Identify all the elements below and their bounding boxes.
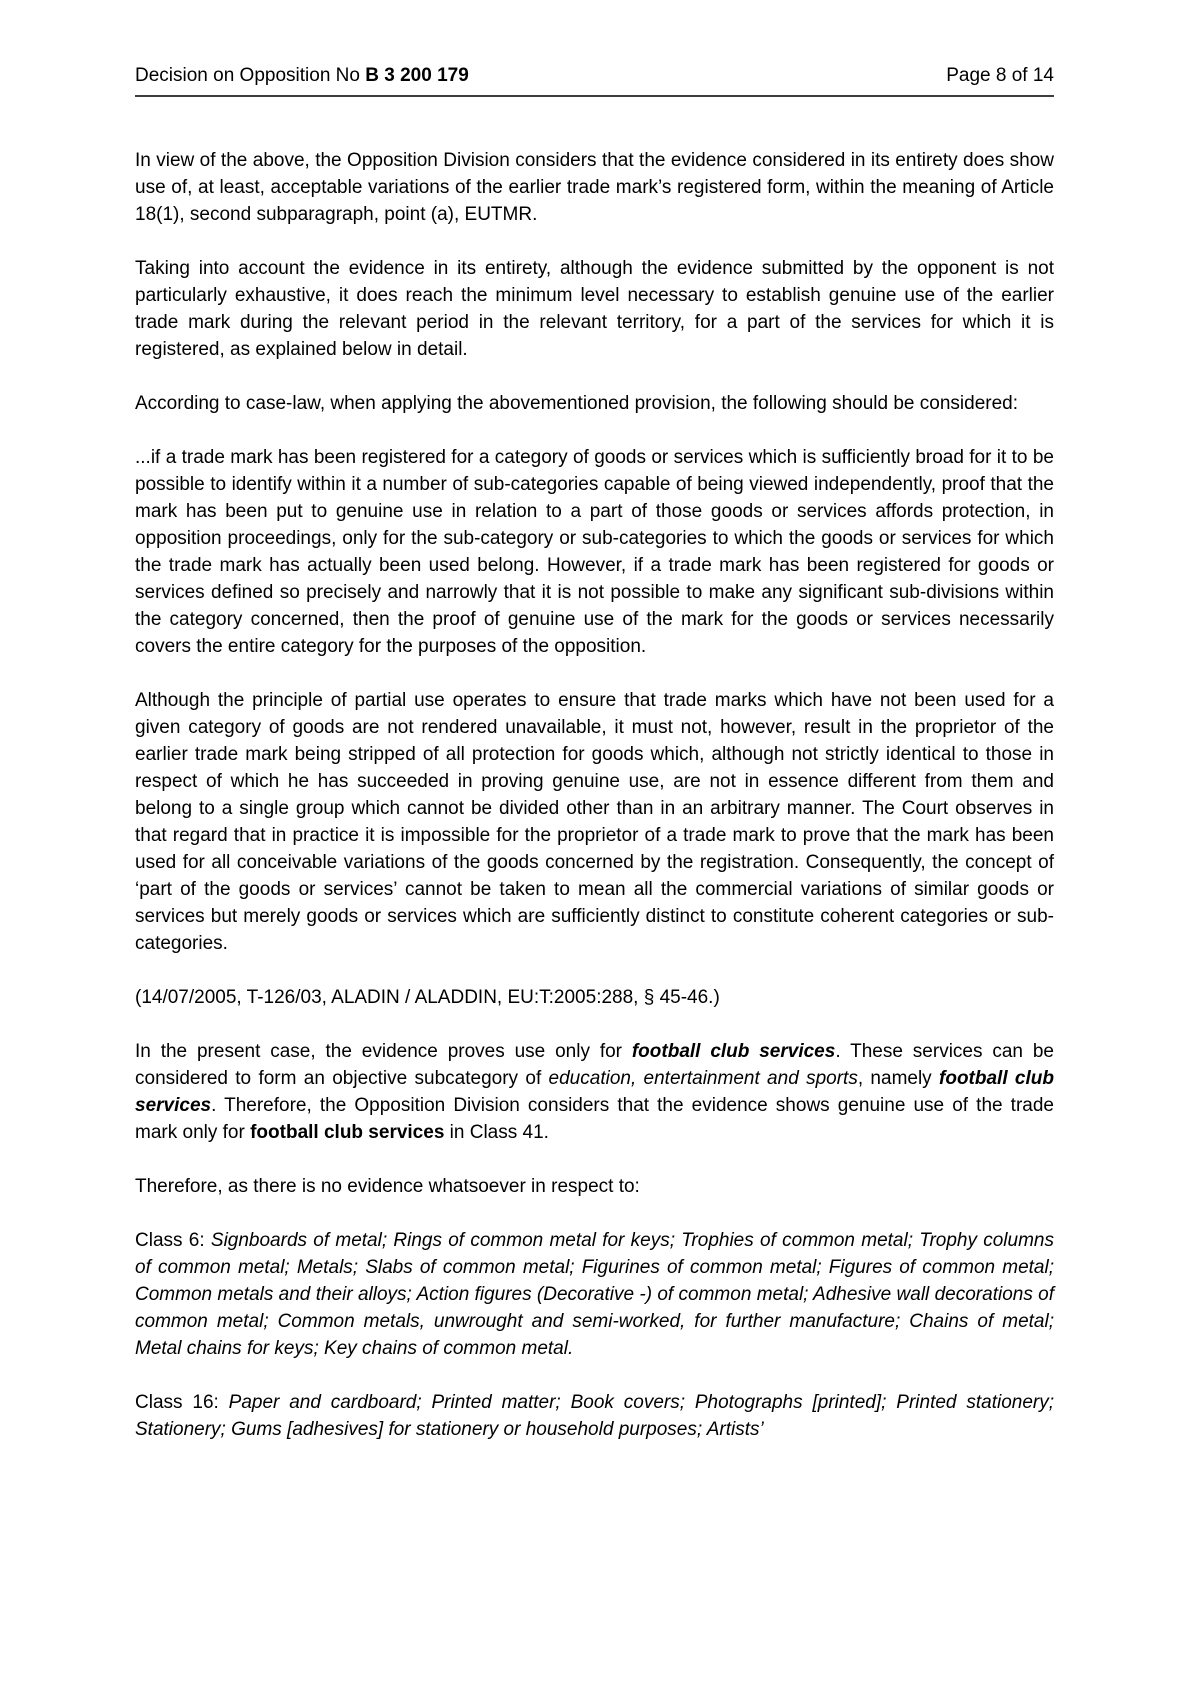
paragraph-evidence-variations: In view of the above, the Opposition Division considers that the evidence considered in its entirety does show use of, at least, acceptable variations of the earlier trade mark’s registered form, within the meaning of Article 18(1), second subparagraph, point (a), EUTMR. xyxy=(135,150,1054,225)
header-page-number: Page 8 of 14 xyxy=(946,65,1054,86)
paragraph-no-evidence-intro: Therefore, as there is no evidence whatsoever in respect to: xyxy=(135,1176,640,1197)
present-case-subcategory: education, entertainment and sports xyxy=(548,1068,858,1089)
class-16-label: Class 16: xyxy=(135,1392,229,1413)
paragraph-case-law-quote: ...if a trade mark has been registered for a category of goods or services which is sufficiently broad for it to be possible to identify within it a number of sub-categories capable of being viewed independently, proof that the mark has been put to genuine use in relation to a part of those goods or services affords protection, in opposition proceedings, only for the sub-category or sub-categories to which the goods or services for which the trade mark has actually been used belong. However, if a trade mark has been registered for goods or services defined so precisely and narrowly that it is not possible to make any significant sub-divisions within the category concerned, then the proof of genuine use of the mark for the goods or services necessarily covers the entire category for the purposes of the opposition. xyxy=(135,447,1054,657)
present-case-run: in Class 41. xyxy=(444,1122,549,1143)
citation-line: (14/07/2005, T-126/03, ALADIN / ALADDIN, EU:T:2005:288, § 45-46.) xyxy=(135,987,720,1008)
paragraph-case-law-intro: According to case-law, when applying the abovementioned provision, the following should be considered: xyxy=(135,393,1018,414)
paragraph-present-case xyxy=(135,1038,1054,1146)
present-case-emphasis-bold: football club services xyxy=(250,1122,445,1143)
header-title xyxy=(135,62,469,89)
class-6-goods-list: Signboards of metal; Rings of common metal for keys; Trophies of common metal; Trophy columns of common metal; Metals; Slabs of common metal; Figurines of common metal; Figures of common metal; Common metals and their alloys; Action figures (Decorative -) of common metal; Adhesive wall decorations of common metal; Common metals, unwrought and semi-worked, for further manufacture; Chains of metal; Metal chains for keys; Key chains of common metal. xyxy=(135,1230,1054,1359)
paragraph-partial-use: Although the principle of partial use operates to ensure that trade marks which have not been used for a given category of goods are not rendered unavailable, it must not, however, result in the proprietor of the earlier trade mark being stripped of all protection for goods which, although not strictly identical to those in respect of which he has succeeded in proving genuine use, are not in essence different from them and belong to a single group which cannot be divided other than in an arbitrary manner. The Court observes in that regard that in practice it is impossible for the proprietor of a trade mark to prove that the mark has been used for all conceivable variations of the goods concerned by the registration. Consequently, the concept of ‘part of the goods or services’ cannot be taken to mean all the commercial variations of similar goods or services but merely goods or services which are sufficiently distinct to constitute coherent categories or sub-categories. xyxy=(135,690,1054,954)
document-body xyxy=(135,97,1054,1443)
paragraph-minimum-level: Taking into account the evidence in its entirety, although the evidence submitted by the opponent is not particularly exhaustive, it does reach the minimum level necessary to establish genuine use of the earlier trade mark during the relevant period in the relevant territory, for a part of the services for which it is registered, as explained below in detail. xyxy=(135,258,1054,360)
header-case-number: B 3 200 179 xyxy=(365,65,469,86)
present-case-emphasis: football club services xyxy=(631,1041,836,1062)
class-16-goods-list: Paper and cardboard; Printed matter; Book covers; Photographs [printed]; Printed stationery; Stationery; Gums [adhesives] for stationery or household purposes; Artists’ xyxy=(135,1392,1054,1440)
present-case-run: . Therefore, the Opposition Division considers that the evidence shows genuine use of the trade mark only for xyxy=(135,1095,1054,1143)
class-6-label: Class 6: xyxy=(135,1230,211,1251)
paragraph-class-6 xyxy=(135,1227,1054,1362)
present-case-emphasis: football club services xyxy=(135,1068,1054,1116)
paragraph-class-16 xyxy=(135,1389,1054,1443)
present-case-run: , namely xyxy=(857,1068,940,1089)
page-header xyxy=(135,0,1054,89)
present-case-run: . These services can be considered to form an objective subcategory of xyxy=(135,1041,1054,1089)
header-title-prefix: Decision on Opposition No xyxy=(135,65,366,86)
present-case-run: In the present case, the evidence proves use only for xyxy=(135,1041,632,1062)
